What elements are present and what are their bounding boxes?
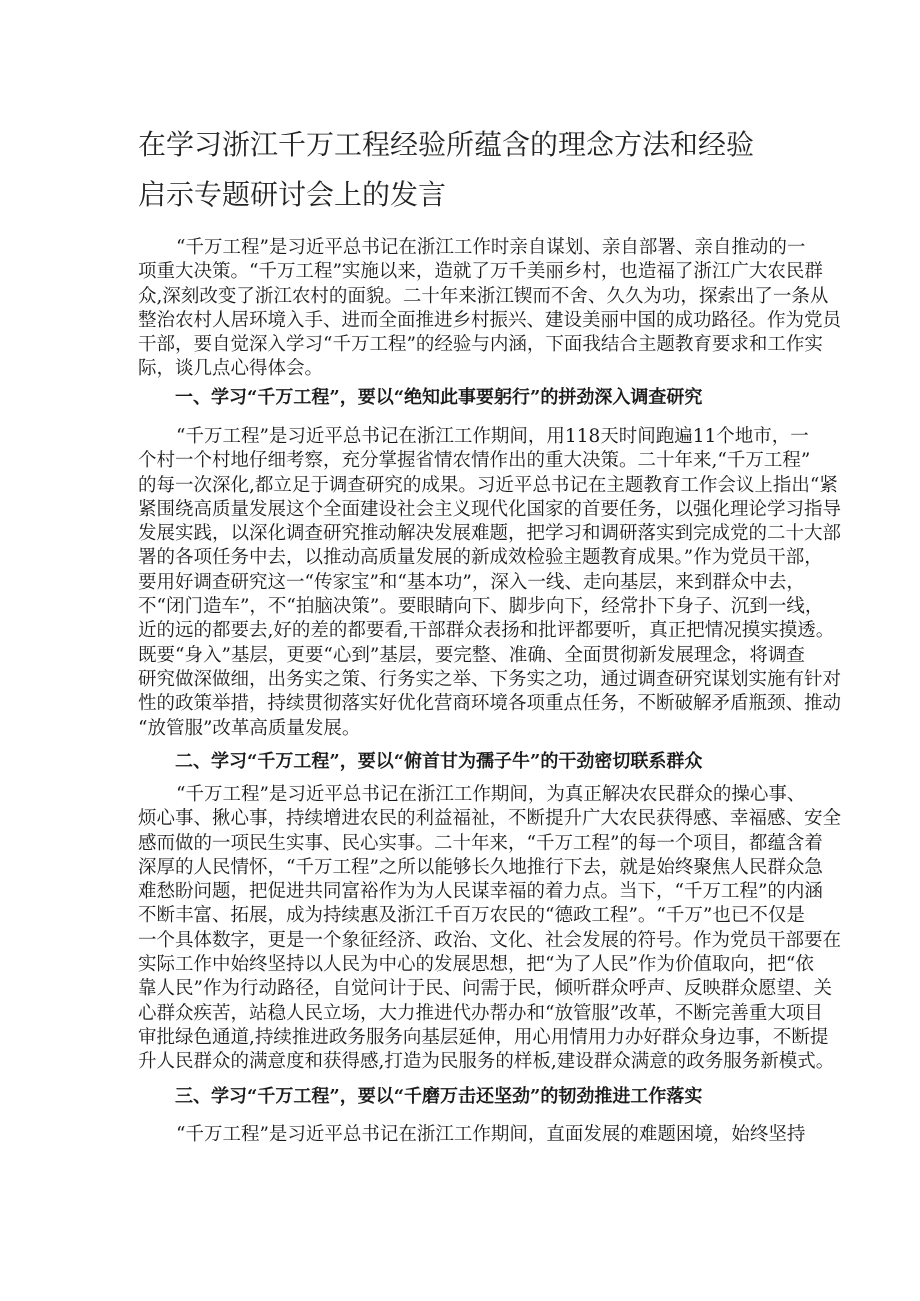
text-line: 烦心事、揪心事，持续增进农民的利益福祉，不断提升广大农民获得感、幸福感、安全 (138, 808, 842, 830)
text-line: 一个具体数字，更是一个象征经济、政治、文化、社会发展的符号。作为党员干部要在 (138, 929, 842, 951)
paragraph-section-2 (138, 783, 842, 1075)
text-line: 深厚的人民情怀，“千万工程”之所以能够长久地推行下去，就是始终聚焦人民群众急 (138, 856, 823, 878)
section-heading-3: 三、学习“千万工程”，要以“千磨万击还坚劲”的韧劲推进工作落实 (175, 1086, 703, 1107)
text-line: 众,深刻改变了浙江农村的面貌。二十年来浙江锲而不舍、久久为功，探索出了一条从 (138, 285, 829, 307)
section-heading-1: 一、学习“千万工程”，要以“绝知此事要躬行”的拼劲深入调查研究 (175, 387, 703, 408)
text-line: 审批绿色通道,持续推进政务服务向基层延伸，用心用情用力办好群众身边事，不断提 (138, 1026, 829, 1048)
paragraph-section-3 (138, 1123, 806, 1147)
text-line: 际，谈几点心得体会。 (138, 358, 324, 380)
text-line: “放管服”改革高质量发展。 (138, 717, 361, 739)
text-line: 升人民群众的满意度和获得感,打造为民服务的样板,建设群众满意的政务服务新模式。 (138, 1051, 835, 1073)
text-line: 个村一个村地仔细考察，充分掌握省情农情作出的重大决策。二十年来,“千万工程” (138, 450, 811, 472)
text-line: 靠人民”作为行动路径，自觉问计于民、问需于民，倾听群众呼声、反映群众愿望、关 (138, 978, 832, 1000)
text-line: “千万工程”是习近平总书记在浙江工作期间，用118天时间跑遍11个地市，一 (176, 426, 809, 447)
text-line: 要用好调查研究这一“传家宝”和“基本功”，深入一线、走向基层，来到群众中去， (138, 571, 805, 593)
paragraph-section-1 (138, 425, 842, 741)
text-line: “千万工程”是习近平总书记在浙江工作期间，直面发展的难题困境，始终坚持 (176, 1124, 806, 1145)
text-line: 感而做的一项民生实事、民心实事。二十年来，“千万工程”的每一个项目，都蕴含着 (138, 832, 823, 854)
text-line: 的每一次深化,都立足于调查研究的成果。习近平总书记在主题教育工作会议上指出“紧 (138, 474, 838, 496)
text-line: 干部，要自觉深入学习“千万工程”的经验与内涵，下面我结合主题教育要求和工作实 (138, 334, 823, 356)
text-line: 近的远的都要去,好的差的都要看,干部群众表扬和批评都要听，真正把情况摸实摸透。 (138, 620, 835, 642)
section-heading-2: 二、学习“千万工程”，要以“俯首甘为孺子牛”的干劲密切联系群众 (175, 751, 703, 772)
paragraph-intro (138, 236, 842, 382)
text-line: 心群众疾苦，站稳人民立场，大力推进代办帮办和“放管服”改革，不断完善重大项目 (138, 1002, 823, 1024)
text-line: “千万工程”是习近平总书记在浙江工作时亲自谋划、亲自部署、亲自推动的一 (176, 237, 806, 258)
text-line: 性的政策举措，持续贯彻落实好优化营商环境各项重点任务，不断破解矛盾瓶颈、推动 (138, 693, 842, 715)
text-line: “千万工程”是习近平总书记在浙江工作期间，为真正解决农民群众的操心事、 (176, 784, 806, 805)
text-line: 整治农村人居环境入手、进而全面推进乡村振兴、建设美丽中国的成功路径。作为党员 (138, 309, 842, 331)
text-line: 实际工作中始终坚持以人民为中心的发展思想，把“为了人民”作为价值取向，把“依 (138, 954, 814, 976)
document-title-line-2: 启示专题研讨会上的发言 (138, 178, 447, 211)
text-line: 研究做深做细，出务实之策、行务实之举、下务实之功，通过调查研究谋划实施有针对 (138, 668, 842, 690)
text-line: 署的各项任务中去，以推动高质量发展的新成效检验主题教育成果。”作为党员干部， (138, 547, 823, 569)
text-line: 项重大决策。“千万工程”实施以来，造就了万千美丽乡村，也造福了浙江广大农民群 (138, 261, 823, 283)
text-line: 紧围绕高质量发展这个全面建设社会主义现代化国家的首要任务，以强化理论学习指导 (138, 498, 842, 520)
text-line: 不断丰富、拓展，成为持续惠及浙江千百万农民的“德政工程”。“千万”也已不仅是 (138, 905, 805, 927)
text-line: 不“闭门造车”，不“拍脑决策”。要眼睛向下、脚步向下，经常扑下身子、沉到一线， (138, 596, 824, 618)
text-line: 难愁盼问题，把促进共同富裕作为为人民谋幸福的着力点。当下，“千万工程”的内涵 (138, 881, 823, 903)
document-title-line-1: 在学习浙江千万工程经验所蕴含的理念方法和经验 (138, 128, 755, 161)
text-line: 发展实践，以深化调查研究推动解决发展难题，把学习和调研落实到完成党的二十大部 (138, 523, 842, 545)
text-line: 既要“身入”基层，更要“心到”基层，要完整、准确、全面贯彻新发展理念，将调查 (138, 644, 805, 666)
